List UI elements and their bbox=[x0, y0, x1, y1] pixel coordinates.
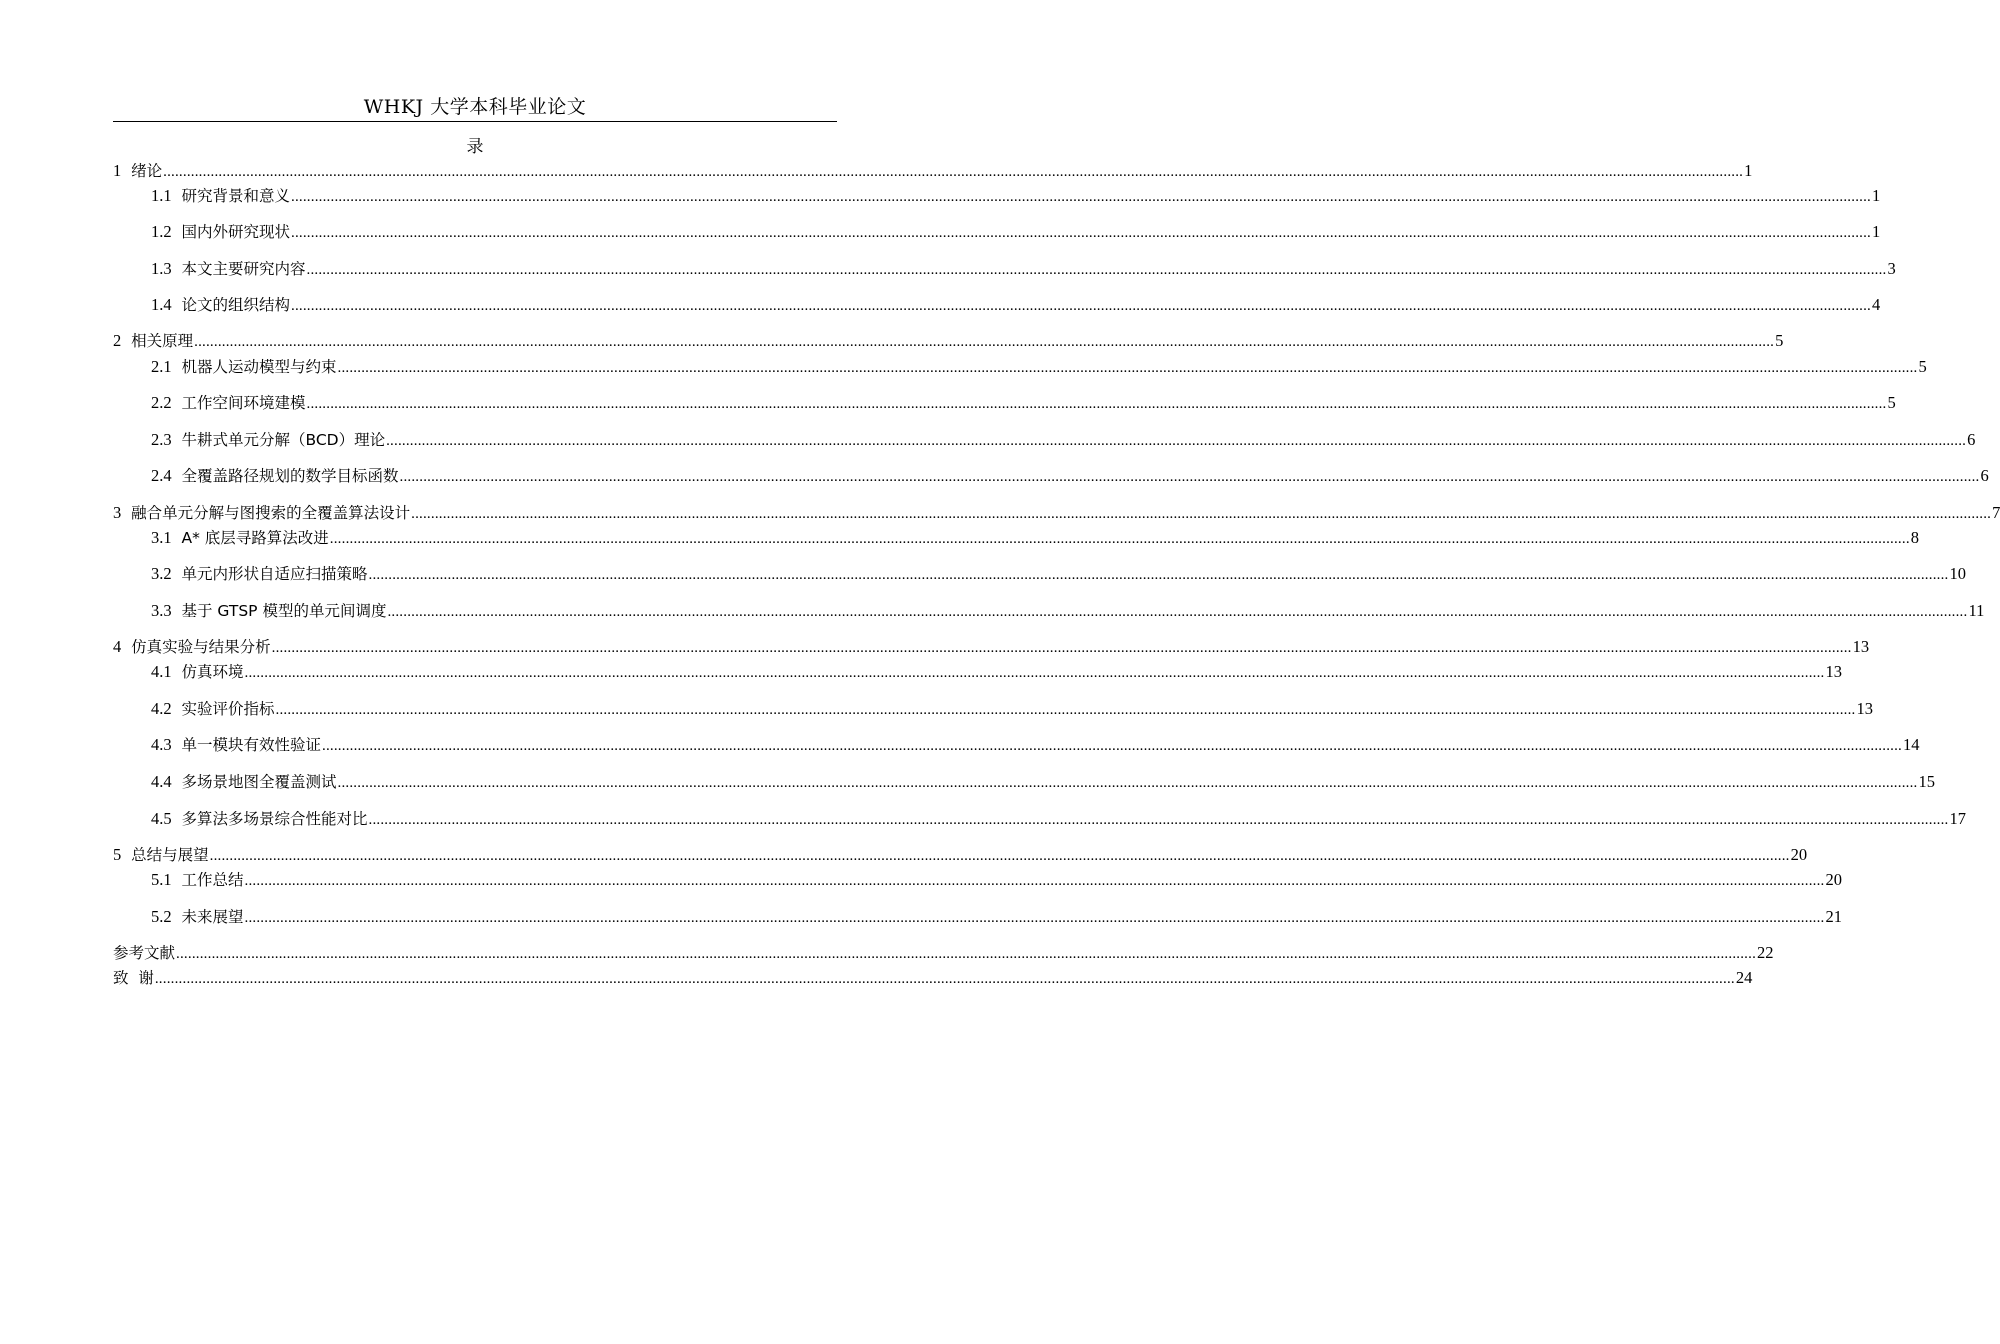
toc-entry-page: 21 bbox=[1825, 907, 1842, 926]
toc-dot-leader: ................................................................................................................................................................................................................................................................................................................................................................................................................ bbox=[163, 164, 1744, 180]
toc-entry-number: 2.2 bbox=[151, 393, 172, 412]
toc-entry-text: 牛耕式单元分解（BCD）理论 bbox=[181, 431, 386, 449]
toc-entry bbox=[113, 967, 1753, 989]
toc-dot-leader: ................................................................................................................................................................................................................................................................................................................................................................................................................ bbox=[244, 873, 1825, 889]
toc-entry-gap bbox=[172, 661, 182, 683]
toc-entry-gap bbox=[172, 734, 182, 756]
toc-dot-leader: ................................................................................................................................................................................................................................................................................................................................................................................................................ bbox=[176, 946, 1757, 962]
toc-entry-gap bbox=[121, 636, 131, 658]
toc-entry bbox=[151, 429, 1976, 451]
toc-entry bbox=[151, 661, 1842, 683]
toc-entry bbox=[151, 465, 1989, 487]
toc-entry bbox=[151, 392, 1896, 414]
toc-entry-number: 1.3 bbox=[151, 259, 172, 278]
toc-dot-leader: ................................................................................................................................................................................................................................................................................................................................................................................................................ bbox=[291, 225, 1871, 241]
toc-entry-page: 15 bbox=[1918, 772, 1935, 791]
toc-dot-leader: ................................................................................................................................................................................................................................................................................................................................................................................................................ bbox=[194, 334, 1775, 350]
toc-dot-leader: ................................................................................................................................................................................................................................................................................................................................................................................................................ bbox=[386, 433, 1967, 449]
toc-entry bbox=[151, 563, 1966, 585]
toc-dot-leader: ................................................................................................................................................................................................................................................................................................................................................................................................................ bbox=[322, 738, 1902, 754]
toc-entry-text: 基于 GTSP 模型的单元间调度 bbox=[181, 602, 387, 620]
toc-entry-text: 机器人运动模型与约束 bbox=[181, 358, 337, 376]
toc-entry-gap bbox=[121, 160, 131, 182]
toc-entry-number: 1 bbox=[113, 161, 122, 180]
toc-dot-leader: ................................................................................................................................................................................................................................................................................................................................................................................................................ bbox=[329, 531, 1910, 547]
toc-entry-text: 总结与展望 bbox=[131, 846, 209, 864]
toc-entry-page: 7 bbox=[1992, 503, 2000, 522]
toc-dot-leader: ................................................................................................................................................................................................................................................................................................................................................................................................................ bbox=[387, 604, 1968, 620]
toc-dot-leader: ................................................................................................................................................................................................................................................................................................................................................................................................................ bbox=[337, 775, 1918, 791]
header-rule bbox=[113, 121, 837, 122]
toc-entry bbox=[151, 734, 1920, 756]
toc-entry-text: 研究背景和意义 bbox=[181, 187, 290, 205]
toc-entry-text: 国内外研究现状 bbox=[181, 223, 290, 241]
toc-dot-leader: ................................................................................................................................................................................................................................................................................................................................................................................................................ bbox=[337, 360, 1918, 376]
toc-dot-leader: ................................................................................................................................................................................................................................................................................................................................................................................................................ bbox=[209, 848, 1790, 864]
toc-entry-text: 多算法多场景综合性能对比 bbox=[181, 810, 368, 828]
toc-entry bbox=[113, 636, 1870, 658]
toc-entry-text: 全覆盖路径规划的数学目标函数 bbox=[181, 467, 399, 485]
toc-entry-number: 4.3 bbox=[151, 735, 172, 754]
toc-entry-page: 6 bbox=[1967, 430, 1976, 449]
toc-entry bbox=[151, 869, 1842, 891]
toc-entry-number: 3 bbox=[113, 503, 122, 522]
toc-entry bbox=[113, 502, 2000, 524]
toc-entry-page: 10 bbox=[1949, 564, 1966, 583]
toc-entry bbox=[113, 330, 1784, 352]
toc-dot-leader: ................................................................................................................................................................................................................................................................................................................................................................................................................ bbox=[291, 298, 1871, 314]
toc-entry-text: 单元内形状自适应扫描策略 bbox=[181, 565, 368, 583]
toc-entry-gap bbox=[172, 527, 182, 549]
toc-dot-leader: ................................................................................................................................................................................................................................................................................................................................................................................................................ bbox=[291, 189, 1871, 205]
toc-entry-gap bbox=[172, 808, 182, 830]
toc-entry-text: 工作总结 bbox=[181, 871, 244, 889]
toc-entry-page: 3 bbox=[1887, 259, 1896, 278]
toc-entry-gap bbox=[172, 392, 182, 414]
toc-entry-number: 5 bbox=[113, 845, 122, 864]
toc-entry bbox=[151, 771, 1935, 793]
toc-entry-number: 3.3 bbox=[151, 601, 172, 620]
toc-entry-gap bbox=[172, 221, 182, 243]
toc-entry-page: 17 bbox=[1949, 809, 1966, 828]
toc-entry-page: 1 bbox=[1744, 161, 1753, 180]
toc-entry-number: 1.2 bbox=[151, 222, 172, 241]
toc-entry-text: 仿真实验与结果分析 bbox=[131, 638, 271, 656]
toc-entry bbox=[151, 356, 1927, 378]
toc-entry-text: 工作空间环境建模 bbox=[181, 394, 306, 412]
toc-dot-leader: ................................................................................................................................................................................................................................................................................................................................................................................................................ bbox=[244, 910, 1825, 926]
toc-entry-text: 本文主要研究内容 bbox=[181, 260, 306, 278]
toc-entry-page: 5 bbox=[1918, 357, 1927, 376]
toc-entry-text: 多场景地图全覆盖测试 bbox=[181, 773, 337, 791]
toc-dot-leader: ................................................................................................................................................................................................................................................................................................................................................................................................................ bbox=[399, 469, 1980, 485]
toc-dot-leader: ................................................................................................................................................................................................................................................................................................................................................................................................................ bbox=[368, 812, 1949, 828]
toc-entry-text: A* 底层寻路算法改进 bbox=[181, 529, 329, 547]
toc-entry-text: 仿真环境 bbox=[181, 663, 244, 681]
toc-entry-gap bbox=[172, 771, 182, 793]
toc-entry bbox=[151, 808, 1966, 830]
toc-entry bbox=[151, 221, 1881, 243]
toc-entry bbox=[151, 527, 1920, 549]
toc-entry-page: 22 bbox=[1757, 943, 1774, 962]
toc-entry bbox=[113, 942, 1774, 964]
toc-entry-page: 5 bbox=[1887, 393, 1896, 412]
toc-entry-number: 2 bbox=[113, 331, 122, 350]
toc-entry-page: 24 bbox=[1735, 968, 1753, 987]
toc-entry-number: 3.1 bbox=[151, 528, 172, 547]
toc-entry-number: 1.1 bbox=[151, 186, 172, 205]
toc-entry-gap bbox=[172, 429, 182, 451]
toc-entry-text: 参考文献 bbox=[113, 944, 176, 962]
toc-entry bbox=[151, 185, 1881, 207]
toc-entry-page: 1 bbox=[1872, 186, 1881, 205]
toc-entry-gap bbox=[172, 869, 182, 891]
toc-entry-number: 4.4 bbox=[151, 772, 172, 791]
toc-entry bbox=[113, 844, 1808, 866]
toc-entry-number: 4.2 bbox=[151, 699, 172, 718]
toc-entry-text: 单一模块有效性验证 bbox=[181, 736, 321, 754]
toc-entry-gap bbox=[172, 906, 182, 928]
toc-entry bbox=[113, 160, 1753, 182]
toc-entry-page: 13 bbox=[1825, 662, 1842, 681]
toc-entry-text: 实验评价指标 bbox=[181, 700, 275, 718]
toc-entry-text: 融合单元分解与图搜索的全覆盖算法设计 bbox=[131, 504, 411, 522]
toc-entry bbox=[151, 294, 1881, 316]
toc-entry-number: 4.1 bbox=[151, 662, 172, 681]
toc-entry bbox=[151, 698, 1873, 720]
toc-entry-gap bbox=[121, 502, 131, 524]
toc-entry-gap bbox=[172, 356, 182, 378]
page-header-title: WHKJ 大学本科毕业论文 bbox=[363, 96, 587, 118]
toc-entry bbox=[151, 906, 1842, 928]
toc-entry-page: 13 bbox=[1852, 637, 1870, 656]
toc-dot-leader: ................................................................................................................................................................................................................................................................................................................................................................................................................ bbox=[154, 971, 1735, 987]
toc-dot-leader: ................................................................................................................................................................................................................................................................................................................................................................................................................ bbox=[306, 262, 1887, 278]
toc-entry-number: 4.5 bbox=[151, 809, 172, 828]
toc-entry-number: 5.1 bbox=[151, 870, 172, 889]
toc-entry-number: 4 bbox=[113, 637, 122, 656]
toc-entry-page: 1 bbox=[1872, 222, 1881, 241]
toc-dot-leader: ................................................................................................................................................................................................................................................................................................................................................................................................................ bbox=[275, 702, 1856, 718]
toc-entry-gap bbox=[172, 185, 182, 207]
toc-entry-number: 1.4 bbox=[151, 295, 172, 314]
toc-entry-page: 4 bbox=[1872, 295, 1881, 314]
toc-entry-gap bbox=[121, 330, 131, 352]
toc-entry-page: 8 bbox=[1910, 528, 1920, 547]
toc-entry-text: 致 谢 bbox=[113, 969, 154, 987]
toc-entry-number: 2.1 bbox=[151, 357, 172, 376]
toc-entry-gap bbox=[172, 465, 182, 487]
toc-entry-number: 5.2 bbox=[151, 907, 172, 926]
toc-dot-leader: ................................................................................................................................................................................................................................................................................................................................................................................................................ bbox=[271, 640, 1852, 656]
toc-entry-text: 绪论 bbox=[131, 162, 163, 180]
toc-entry-page: 20 bbox=[1825, 870, 1842, 889]
toc-entry-gap bbox=[172, 258, 182, 280]
toc-entry-number: 2.3 bbox=[151, 430, 172, 449]
toc-entry-gap bbox=[172, 563, 182, 585]
toc-entry-gap bbox=[121, 844, 131, 866]
toc-entry-page: 6 bbox=[1980, 466, 1989, 485]
toc-entry-text: 未来展望 bbox=[181, 908, 244, 926]
toc-entry-text: 论文的组织结构 bbox=[181, 296, 290, 314]
toc-entry-text: 相关原理 bbox=[131, 332, 194, 350]
toc-entry bbox=[151, 258, 1896, 280]
toc-entry-number: 3.2 bbox=[151, 564, 172, 583]
toc-entry-page: 11 bbox=[1968, 601, 1985, 620]
toc-entry-number: 2.4 bbox=[151, 466, 172, 485]
toc-entry-gap bbox=[172, 698, 182, 720]
toc-entry-gap bbox=[172, 600, 182, 622]
toc-entry-page: 13 bbox=[1856, 699, 1873, 718]
toc-dot-leader: ................................................................................................................................................................................................................................................................................................................................................................................................................ bbox=[411, 506, 1992, 522]
toc-dot-leader: ................................................................................................................................................................................................................................................................................................................................................................................................................ bbox=[306, 396, 1887, 412]
toc-dot-leader: ................................................................................................................................................................................................................................................................................................................................................................................................................ bbox=[368, 567, 1949, 583]
toc-entry-page: 20 bbox=[1790, 845, 1808, 864]
toc-entry-page: 14 bbox=[1903, 735, 1920, 754]
toc-entry-page: 5 bbox=[1775, 331, 1784, 350]
toc-title: 录 bbox=[466, 137, 484, 157]
toc-entry-gap bbox=[172, 294, 182, 316]
toc-entry bbox=[151, 600, 1985, 622]
toc-dot-leader: ................................................................................................................................................................................................................................................................................................................................................................................................................ bbox=[244, 665, 1825, 681]
